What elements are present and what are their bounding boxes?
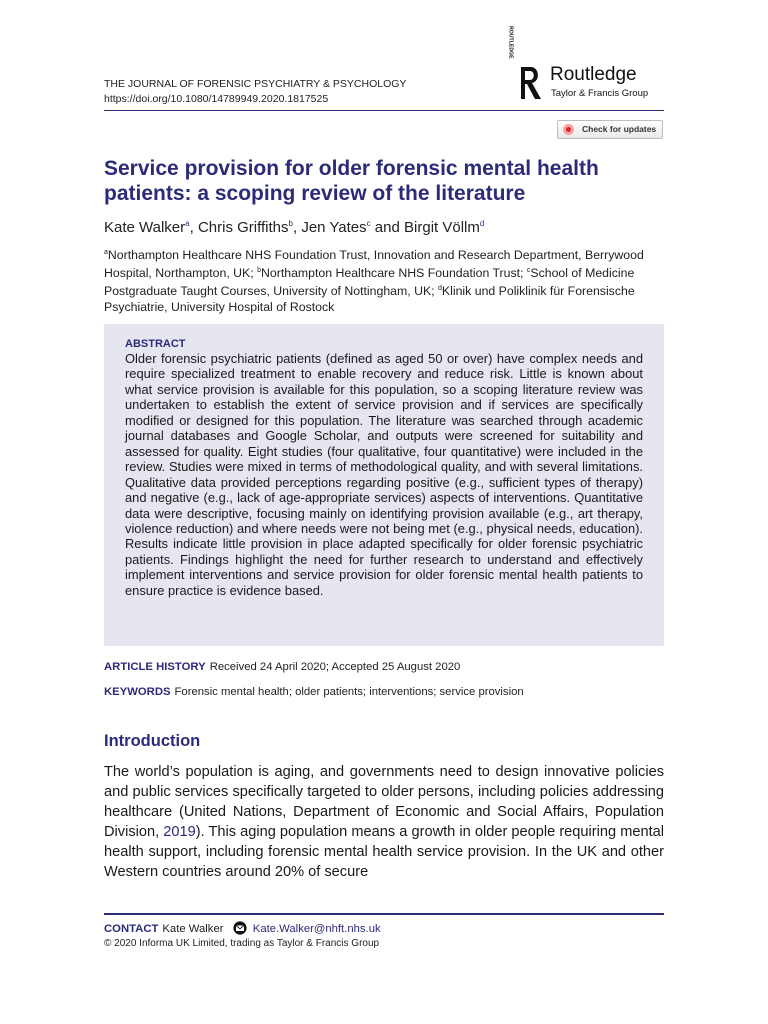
abstract-heading: ABSTRACT [125,338,186,350]
keywords-label: KEYWORDS [104,686,171,698]
publisher-mark: ROUTLEDGE [507,26,514,59]
check-for-updates-button[interactable] [557,120,663,139]
affiliation-mark: b [257,267,261,274]
publisher-logo [507,26,666,102]
contact-email-link[interactable]: Kate.Walker@nhft.nhs.uk [252,923,381,935]
intro-text-part-1: The world’s population is aging, and governments need to design innovative policies and public services specifically targeted to older persons, including policies addressing healthcare (United Nations, Department of Economic and Social Affairs, Population Division, [104,764,664,841]
affiliation-mark: a [104,249,108,256]
author-name: Kate Walker [104,219,186,236]
keywords [104,686,524,698]
doi-link[interactable]: https://doi.org/10.1080/14789949.2020.1817525 [104,93,329,105]
affiliation-text: School of Medicine Postgraduate Taught Courses, University of Nottingham, UK; [104,266,635,298]
author-name: Jen Yates [301,219,367,236]
article-history-text: Received 24 April 2020; Accepted 25 August 2020 [209,661,461,673]
contact-name: Kate Walker [162,923,224,935]
affiliation-mark: c [526,267,531,274]
affiliation-text: Northampton Healthcare NHS Foundation Trust, Innovation and Research Department, Berrywood Hospital, Northampton, UK; [104,248,644,280]
affiliation-text: Klinik und Poliklinik für Forensische Psychiatrie, University Hospital of Rostock [104,284,635,314]
article-history-label: ARTICLE HISTORY [104,661,206,673]
author-affiliation-mark: c [366,219,371,228]
publisher-name: Routledge [550,64,637,85]
journal-name: THE JOURNAL OF FORENSIC PSYCHIATRY & PSYCHOLOGY [104,78,407,90]
article-title: Service provision for older forensic mental health patients: a scoping review of the literature [104,157,599,205]
envelope-icon [233,921,247,935]
copyright-notice: © 2020 Informa UK Limited, trading as Taylor & Francis Group [104,938,380,949]
contact-label: CONTACT [104,923,159,935]
footer-rule [104,913,664,915]
citation-link[interactable]: 2019 [163,824,196,841]
author-affiliation-mark: d [479,219,485,228]
introduction-heading: Introduction [104,732,201,750]
intro-text-part-2: ). This aging population means a growth in older people requiring mental health support, including forensic mental health service provision. In the UK and other Western countries around 20% of secure [104,824,665,881]
journal-header [104,77,406,107]
header-rule [104,110,664,111]
abstract-text: Older forensic psychiatric patients (defined as aged 50 or over) have complex needs and require specialized treatment to enable recovery and reduce risk. Little is known about what service provision is available for this population, so a scoping literature review was undertaken to establish the extent of service provision and if services are specifically modified or designed for this population. The literature was searched through academic journal databases and Google Scholar, and outputs were screened for suitability and assessed for quality. Eight studies (four qualitative, four quantitative) were included in the review. Studies were mixed in terms of methodological quality, and with several limitations. Qualitative data provided perceptions regarding positive (e.g., sufficient types of therapy) and negative (e.g., lack of age-appropriate services) aspects of interventions. Quantitative data were descriptive, focusing mainly on identifying provision available (e.g., art therapy, violence reduction) and where needs were not being met (e.g., physical needs, education). Results indicate little provision in place adapted specifically for older forensic psychiatric patients. Findings highlight the need for further research to understand and effectively implement interventions and service provision for older forensic mental health patients to ensure practice is evidence based. [125,351,643,598]
update-badge-icon [563,124,574,135]
article-history [104,661,460,673]
author-affiliation-mark: a [185,219,190,228]
check-for-updates-label: Check for updates [582,124,657,134]
affiliation-text: Northampton Healthcare NHS Foundation Trust; [261,266,527,280]
abstract-box [104,324,664,646]
keywords-text: Forensic mental health; older patients; interventions; service provision [174,686,524,698]
affiliations [104,245,666,315]
author-list: Kate Walker$^a$, Chris Griffiths$^b$, Jen Yates$^c$ and Birgit Völlm$^d$ [104,219,485,236]
publisher-group: Taylor & Francis Group [551,88,649,99]
author-name: Birgit Völlm [404,219,480,236]
introduction-paragraph [104,762,664,883]
author-name: Chris Griffiths [197,219,289,236]
routledge-logo-icon [507,26,544,102]
affiliation-mark: d [438,285,442,292]
contact-line [104,921,381,935]
author-affiliation-mark: b [288,219,293,228]
